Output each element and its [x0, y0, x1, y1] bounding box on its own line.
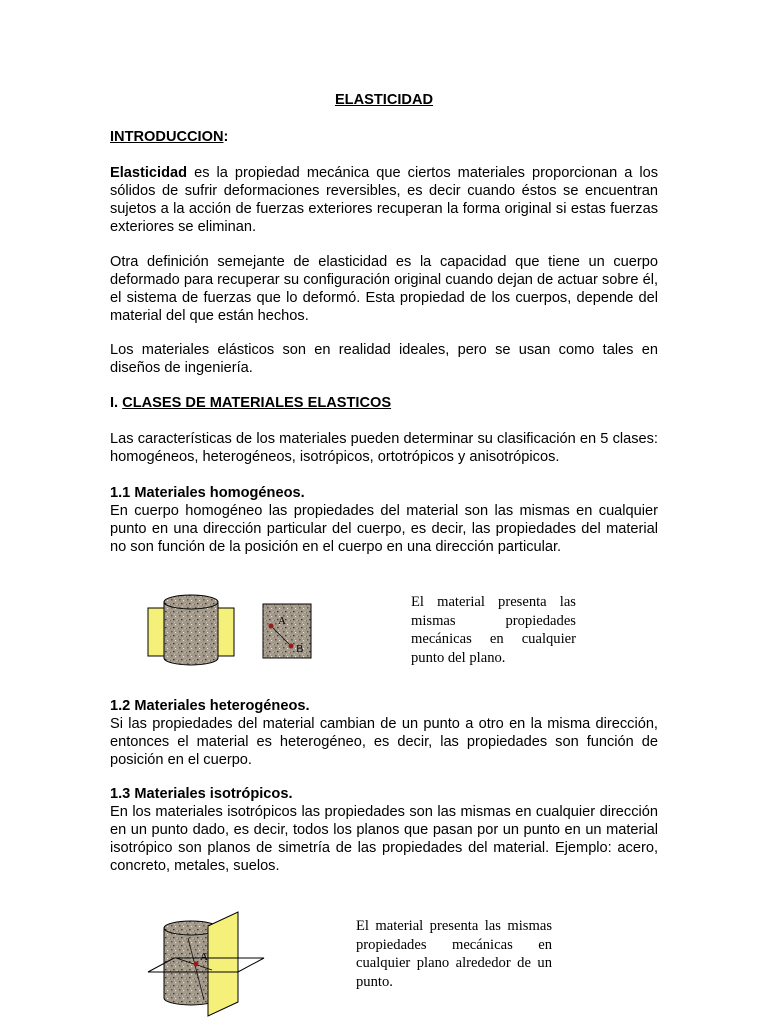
intro-heading-colon: : [223, 129, 229, 145]
intro-p2-text: Otra definición semejante de elasticidad es la capacidad que tiene un cuerpo deformado para recuperar su configuración original cuando dejan de actuar sobre él, el sistema de fuerzas que lo deformó. Esta propiedad de los cuerpos, depende del material del que están hechos. [110, 254, 658, 324]
sub-1-2-heading: 1.2 Materiales heterogéneos. [110, 698, 310, 714]
section1-p1-text: Las características de los materiales pueden determinar su clasificación en 5 clases: homogéneos, heterogéneos, isotrópicos, ortotrópicos y anisotrópicos. [110, 431, 658, 465]
intro-paragraph-2 [110, 253, 658, 325]
intro-heading [110, 128, 658, 146]
intro-paragraph-1 [110, 164, 658, 236]
intro-p3-text: Los materiales elásticos son en realidad ideales, pero se usan como tales en diseños de ingeniería. [110, 342, 658, 376]
sub-1-3-body: En los materiales isotrópicos las propiedades son las mismas en cualquier dirección en un punto dado, es decir, todos los planos que pasan por un punto en un material isotrópico son planos de simetría de las propiedades del material. Ejemplo: acero, concreto, metales, suelos. [110, 804, 658, 874]
intro-paragraph-3 [110, 341, 658, 377]
label-b-homogeneous: B [296, 643, 304, 655]
figure1-caption: El material presenta las mismas propiedades mecánicas en cualquier punto del plano. [411, 594, 576, 666]
label-a-isotropic: A [200, 951, 208, 963]
sub-1-3 [110, 785, 658, 875]
sub-1-1 [110, 484, 658, 556]
homogeneous-figure [146, 590, 336, 670]
figure2-caption: El material presenta las mismas propiedades mecánicas en cualquier plano alrededor de un punto. [356, 918, 552, 990]
section1-number: I. [110, 395, 123, 411]
intro-term: Elasticidad [110, 165, 188, 181]
page-title: ELASTICIDAD [334, 92, 434, 108]
section1-heading-text: CLASES DE MATERIALES ELASTICOS [122, 395, 392, 411]
section1-heading [110, 394, 658, 412]
sub-1-2-body: Si las propiedades del material cambian de un punto a otro en la misma dirección, entonces el material es heterogéneo, es decir, las propiedades son función de posición en el cuerpo. [110, 716, 658, 768]
sub-1-1-body: En cuerpo homogéneo las propiedades del material son las mismas en cualquier punto en una dirección particular del cuerpo, es decir, las propiedades del material no son función de la posición en el cuerpo en una dirección particular. [110, 503, 658, 555]
intro-p1-text: es la propiedad mecánica que ciertos materiales proporcionan a los sólidos de sufrir deformaciones reversibles, es decir cuando éstos se encuentran sujetos a la acción de fuerzas exteriores recuperan la forma original si estas fuerzas exteriores se eliminan. [110, 165, 658, 235]
sub-1-3-heading: 1.3 Materiales isotrópicos. [110, 786, 293, 802]
intro-heading-text: INTRODUCCION [110, 129, 224, 145]
section1-paragraph [110, 430, 658, 466]
sub-1-1-heading: 1.1 Materiales homogéneos. [110, 485, 305, 501]
sub-1-2 [110, 697, 658, 769]
isotropic-figure [146, 908, 276, 1020]
label-a-homogeneous: A [278, 615, 286, 627]
